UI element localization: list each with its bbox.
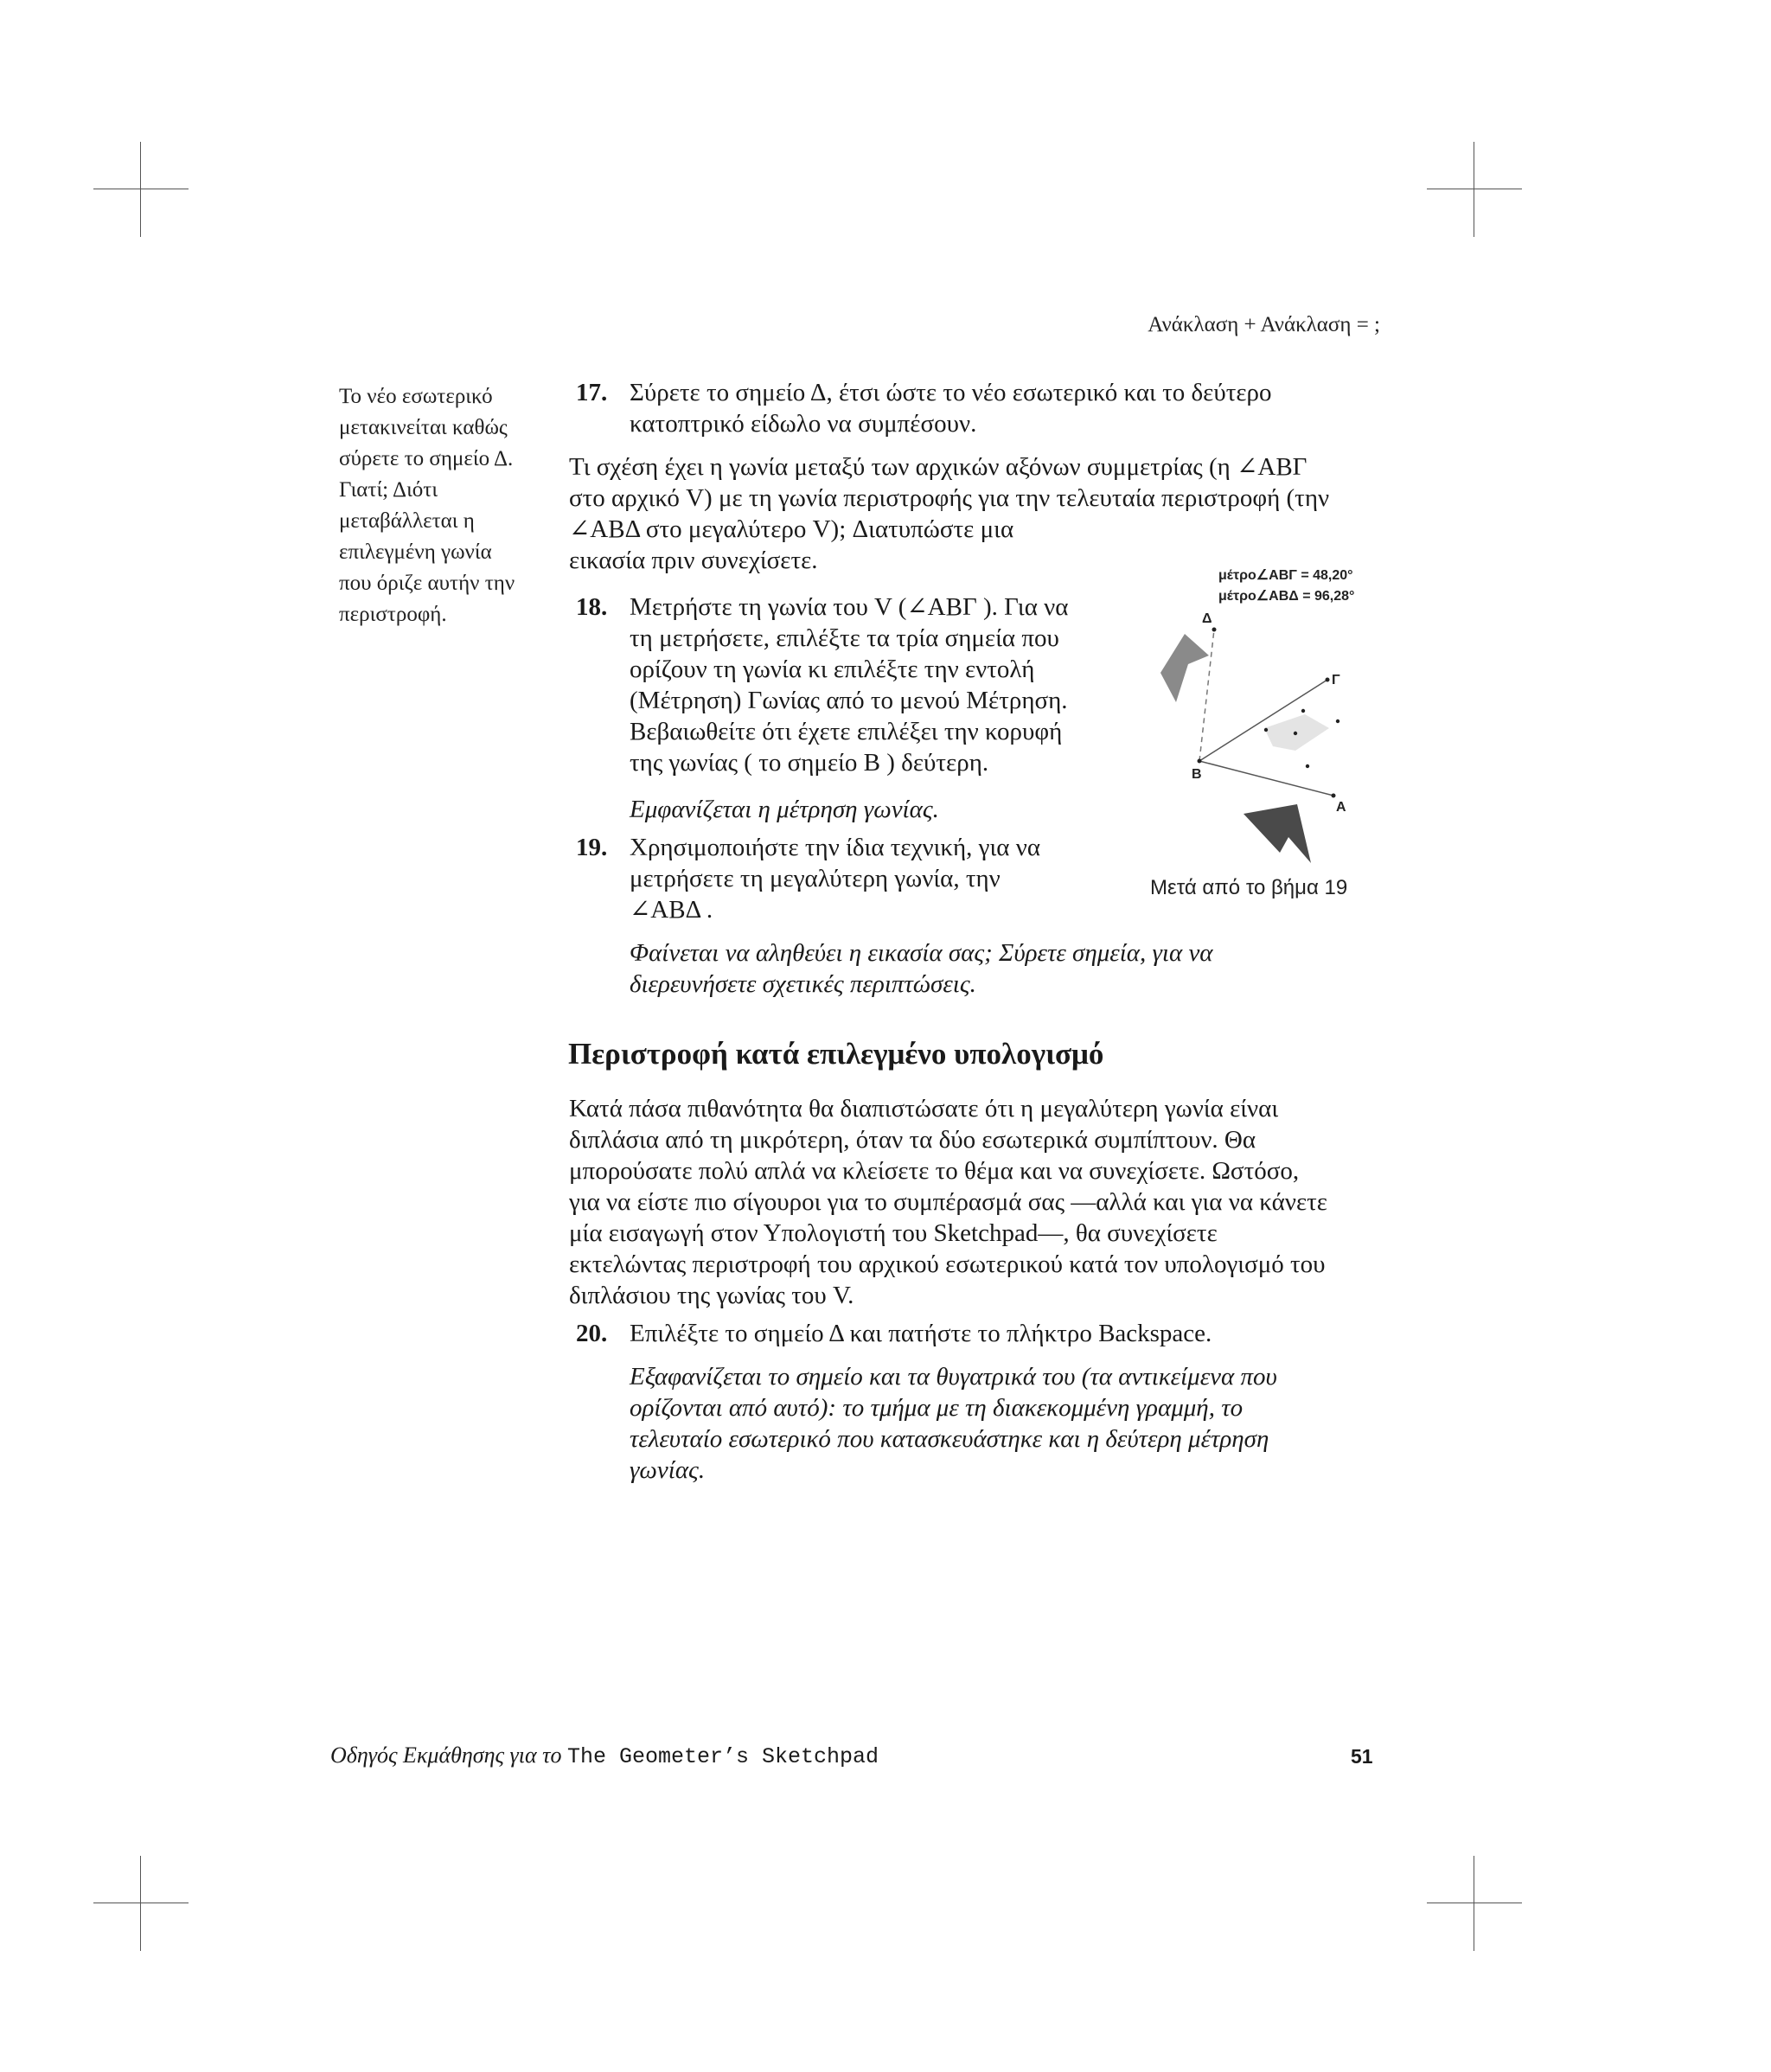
paragraph-line: εικασία πριν συνεχίσετε.	[569, 547, 818, 574]
step-result: Φαίνεται να αληθεύει η εικασία σας; Σύρετε σημεία, για να	[630, 939, 1213, 967]
angle-measure-abd: μέτρο∠ΑΒΔ = 96,28°	[1218, 589, 1355, 604]
step-number: 19.	[576, 834, 608, 861]
crop-mark	[140, 1856, 141, 1951]
step-line: Μετρήστε τη γωνία του V (∠ΑΒΓ ). Για να	[630, 593, 1069, 621]
step-line: τη μετρήσετε, επιλέξτε τα τρία σημεία που	[630, 624, 1059, 652]
point-b	[1198, 759, 1202, 764]
large-v-shape	[1244, 804, 1311, 863]
label-delta: Δ	[1202, 611, 1212, 626]
step-line: μετρήσετε τη μεγαλύτερη γωνία, την	[630, 865, 1001, 892]
interior-point	[1306, 764, 1309, 768]
step-number: 18.	[576, 593, 608, 621]
interior-point	[1336, 719, 1339, 723]
point-a	[1332, 794, 1336, 798]
footer-title	[330, 1743, 879, 1769]
step-result: ορίζονται από αυτό): το τμήμα με τη διακεκομμένη γραμμή, το	[630, 1394, 1244, 1422]
segment-b-a	[1199, 761, 1333, 796]
step-result: γωνίας.	[630, 1456, 706, 1484]
paragraph-line: στο αρχικό V) με τη γωνία περιστροφής για την τελευταία περιστροφή (την	[569, 484, 1330, 512]
step-number: 20.	[576, 1320, 608, 1347]
step-line: Σύρετε το σημείο Δ, έτσι ώστε το νέο εσωτερικό και το δεύτερο	[630, 379, 1272, 406]
paragraph-line: μπορούσατε πολύ απλά να κλείσετε το θέμα και να συνεχίσετε. Ωστόσο,	[569, 1157, 1300, 1185]
step-number: 17.	[576, 379, 608, 406]
step-line: Χρησιμοποιήστε την ίδια τεχνική, για να	[630, 834, 1041, 861]
paragraph-line: Κατά πάσα πιθανότητα θα διαπιστώσατε ότι η μεγαλύτερη γωνία είναι	[569, 1095, 1279, 1122]
paragraph-line: για να είστε πιο σίγουροι για το συμπέρασμά σας —αλλά και για να κάνετε	[569, 1188, 1327, 1216]
footer-title-italic: Οδηγός Εκμάθησης για το	[330, 1743, 567, 1768]
margin-note	[339, 381, 547, 630]
angle-measure-abg: μέτρο∠ΑΒΓ = 48,20°	[1218, 568, 1353, 583]
figure-caption: Μετά από το βήμα 19	[1150, 876, 1348, 899]
mirror-v-shape	[1160, 634, 1209, 702]
interior-point	[1294, 732, 1297, 735]
running-header: Ανάκλαση + Ανάκλαση = ;	[1148, 313, 1380, 336]
paragraph-line: ∠ΑΒΔ στο μεγαλύτερο V); Διατυπώστε μια	[569, 515, 1014, 543]
paragraph-line: εκτελώντας περιστροφή του αρχικού εσωτερικού κατά τον υπολογισμό του	[569, 1250, 1326, 1278]
page-number: 51	[1351, 1745, 1373, 1768]
paragraph-line: διπλάσιου της γωνίας του V.	[569, 1282, 854, 1309]
paragraph-line: μία εισαγωγή στον Υπολογιστή του Sketchpad—, θα συνεχίσετε	[569, 1219, 1218, 1247]
step-18	[576, 592, 1129, 825]
step-line: Επιλέξτε το σημείο Δ και πατήστε το πλήκτρο Backspace.	[630, 1320, 1212, 1347]
margin-note-line: Γιατί; Διότι	[339, 478, 438, 502]
step-line: ∠ΑΒΔ .	[630, 896, 713, 924]
margin-note-line: επιλεγμένη γωνία	[339, 540, 492, 564]
step-result: διερευνήσετε σχετικές περιπτώσεις.	[630, 970, 976, 998]
label-gamma: Γ	[1332, 673, 1340, 687]
interior-point	[1264, 728, 1268, 732]
step-17	[576, 377, 1389, 439]
sketchpad-figure	[1126, 560, 1385, 906]
label-a: Α	[1336, 800, 1346, 815]
interior-point	[1301, 709, 1305, 713]
footer-title-product: The Geometer’s Sketchpad	[566, 1744, 879, 1769]
step-line: της γωνίας ( το σημείο B ) δεύτερη.	[630, 749, 989, 777]
margin-note-line: μετακινείται καθώς	[339, 416, 508, 439]
step-result: Εξαφανίζεται το σημείο και τα θυγατρικά του (τα αντικείμενα που	[630, 1363, 1277, 1391]
question-paragraph	[569, 451, 1391, 576]
step-result: Εμφανίζεται η μέτρηση γωνίας.	[630, 796, 939, 823]
step-line: κατοπτρικό είδωλο να συμπέσουν.	[630, 410, 977, 438]
section-heading: Περιστροφή κατά επιλεγμένο υπολογισμό	[568, 1037, 1104, 1071]
crop-mark	[140, 142, 141, 237]
section-paragraph	[569, 1093, 1391, 1311]
margin-note-line: μεταβάλλεται η	[339, 509, 475, 533]
label-b: Β	[1192, 767, 1202, 782]
margin-note-line: Το νέο εσωτερικό	[339, 385, 493, 408]
paragraph-line: διπλάσια από τη μικρότερη, όταν τα δύο εσωτερικά συμπίπτουν. Θα	[569, 1126, 1256, 1154]
step-20	[576, 1318, 1389, 1486]
step-line: (Μέτρηση) Γωνίας από το μενού Μέτρηση.	[630, 687, 1068, 714]
step-line: Βεβαιωθείτε ότι έχετε επιλέξει την κορυφή	[630, 718, 1063, 745]
step-result: τελευταίο εσωτερικό που κατασκευάστηκε και η δεύτερη μέτρηση	[630, 1425, 1269, 1453]
point-gamma	[1326, 678, 1330, 682]
margin-note-line: σύρετε το σημείο Δ.	[339, 447, 514, 470]
point-delta	[1212, 628, 1217, 632]
paragraph-line: Τι σχέση έχει η γωνία μεταξύ των αρχικών αξόνων συμμετρίας (η ∠ΑΒΓ	[569, 453, 1307, 481]
margin-note-line: που όριζε αυτήν την	[339, 572, 515, 595]
margin-note-line: περιστροφή.	[339, 603, 447, 626]
step-line: ορίζουν τη γωνία κι επιλέξτε την εντολή	[630, 655, 1035, 683]
